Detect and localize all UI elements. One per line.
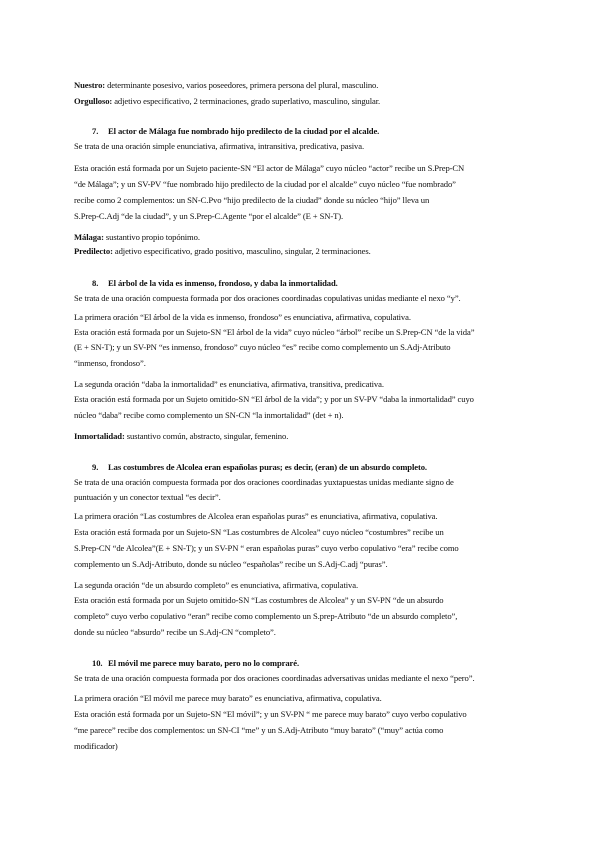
section-number: 7. xyxy=(92,126,99,136)
section-title: El árbol de la vida es inmenso, frondoso, y daba la inmortalidad. xyxy=(108,278,338,288)
paragraph-line: Esta oración está formada por un Sujeto-SN “Las costumbres de Alcolea” cuyo núcleo “costumbres” recibe un xyxy=(74,527,444,537)
paragraph-line: modificador) xyxy=(74,741,118,751)
paragraph-line: Esta oración está formada por un Sujeto omitido-SN “El árbol de la vida”; y por un SV-PV “daba la inmortalidad” cuyo xyxy=(74,394,474,404)
paragraph-line: Se trata de una oración compuesta formada por dos oraciones coordinadas yuxtapuestas unidas mediante signo de xyxy=(74,477,454,487)
definition-term: Málaga: xyxy=(74,232,104,242)
paragraph-line: Se trata de una oración simple enunciativa, afirmativa, intransitiva, predicativa, pasiva. xyxy=(74,141,364,151)
definition-term: Inmortalidad: xyxy=(74,431,125,441)
word-definition xyxy=(74,80,378,91)
word-definition xyxy=(74,96,380,107)
paragraph-line: La primera oración “Las costumbres de Alcolea eran españolas puras” es enunciativa, afirmativa, copulativa. xyxy=(74,511,438,521)
paragraph-line: completo” cuyo verbo copulativo “eran” recibe como complemento un S.prep-Atributo “de un absurdo completo”, xyxy=(74,611,458,621)
paragraph-line: núcleo “daba” recibe como complemento un SN-CN “la inmortalidad” (det + n). xyxy=(74,410,344,420)
paragraph-line: “inmenso, frondoso”. xyxy=(74,358,146,368)
paragraph-line: donde su núcleo “absurdo” recibe un S.Adj-CN “completo”. xyxy=(74,627,276,637)
section-number: 10. xyxy=(92,658,103,668)
paragraph-line: S.Prep-C.Adj “de la ciudad”, y un S.Prep-C.Agente “por el alcalde” (E + SN-T). xyxy=(74,211,344,221)
section-heading xyxy=(92,462,427,473)
paragraph-line: S.Prep-CN “de Alcolea”(E + SN-T); y un SV-PN “ eran españolas puras” cuyo verbo copulativo “era” recibe como xyxy=(74,543,459,553)
paragraph-line: Se trata de una oración compuesta formada por dos oraciones coordinadas copulativas unidas mediante el nexo “y”. xyxy=(74,293,461,303)
paragraph-line: recibe como 2 complementos: un SN-C.Pvo “hijo predilecto de la ciudad” donde su núcleo “hijo” lleva un xyxy=(74,195,430,205)
section-number: 8. xyxy=(92,278,99,288)
definition-term: Predilecto: xyxy=(74,246,113,256)
definition-text: adjetivo especificativo, grado positivo, masculino, singular, 2 terminaciones. xyxy=(112,246,371,256)
paragraph-line: “me parece” recibe dos complementos: un SN-CI “me” y un S.Adj-Atributo “muy barato” (“muy” actúa como xyxy=(74,725,444,735)
paragraph-line: Esta oración está formada por un Sujeto paciente-SN “El actor de Málaga” cuyo núcleo “actor” recibe un S.Prep-CN xyxy=(74,163,465,173)
definition-term: Orgulloso: xyxy=(74,96,113,106)
section-title: El móvil me parece muy barato, pero no lo compraré. xyxy=(108,658,300,668)
section-heading xyxy=(92,126,379,137)
paragraph-line: Esta oración está formada por un Sujeto omitido-SN “Las costumbres de Alcolea” y un SV-PN “de un absurdo xyxy=(74,595,444,605)
paragraph-line: Esta oración está formada por un Sujeto-SN “El móvil”; y un SV-PN “ me parece muy barato” cuyo verbo copulativo xyxy=(74,709,467,719)
paragraph-line: La primera oración “El árbol de la vida es inmenso, frondoso” es enunciativa, afirmativa, copulativa. xyxy=(74,312,411,322)
section-title: Las costumbres de Alcolea eran españolas puras; es decir, (eran) de un absurdo completo. xyxy=(108,462,427,472)
section-heading xyxy=(92,658,299,669)
paragraph-line: complemento un S.Adj-Atributo, donde su núcleo “españolas” recibe un S.Adj-C.adj “puras”. xyxy=(74,559,388,569)
definition-text: determinante posesivo, varios poseedores, primera persona del plural, masculino. xyxy=(105,80,379,90)
definition-text: sustantivo propio topónimo. xyxy=(103,232,200,242)
paragraph-line: Esta oración está formada por un Sujeto-SN “El árbol de la vida” cuyo núcleo “árbol” recibe un S.Prep-CN “de la vida” xyxy=(74,327,475,337)
section-heading xyxy=(92,278,338,289)
definition-text: adjetivo especificativo, 2 terminaciones, grado superlativo, masculino, singular. xyxy=(112,96,381,106)
paragraph-line: La segunda oración “daba la inmortalidad” es enunciativa, afirmativa, transitiva, predicativa. xyxy=(74,379,384,389)
definition-text: sustantivo común, abstracto, singular, femenino. xyxy=(124,431,289,441)
word-definition xyxy=(74,431,288,442)
paragraph-line: La primera oración “El móvil me parece muy barato” es enunciativa, afirmativa, copulativa. xyxy=(74,693,382,703)
paragraph-line: (E + SN-T); y un SV-PN “es inmenso, frondoso” cuyo núcleo “es” recibe como complemento un S.Adj-Atributo xyxy=(74,342,451,352)
section-number: 9. xyxy=(92,462,99,472)
section-title: El actor de Málaga fue nombrado hijo predilecto de la ciudad por el alcalde. xyxy=(108,126,380,136)
paragraph-line: “de Málaga”; y un SV-PV “fue nombrado hijo predilecto de la ciudad por el alcalde” cuyo núcleo “fue nombrado” xyxy=(74,179,456,189)
paragraph-line: puntuación y un conector textual “es decir”. xyxy=(74,492,221,502)
paragraph-line: Se trata de una oración compuesta formada por dos oraciones coordinadas adversativas unidas mediante el nexo “pero”. xyxy=(74,673,475,683)
word-definition xyxy=(74,246,371,257)
word-definition xyxy=(74,232,200,243)
paragraph-line: La segunda oración “de un absurdo completo” es enunciativa, afirmativa, copulativa. xyxy=(74,580,359,590)
definition-term: Nuestro: xyxy=(74,80,106,90)
